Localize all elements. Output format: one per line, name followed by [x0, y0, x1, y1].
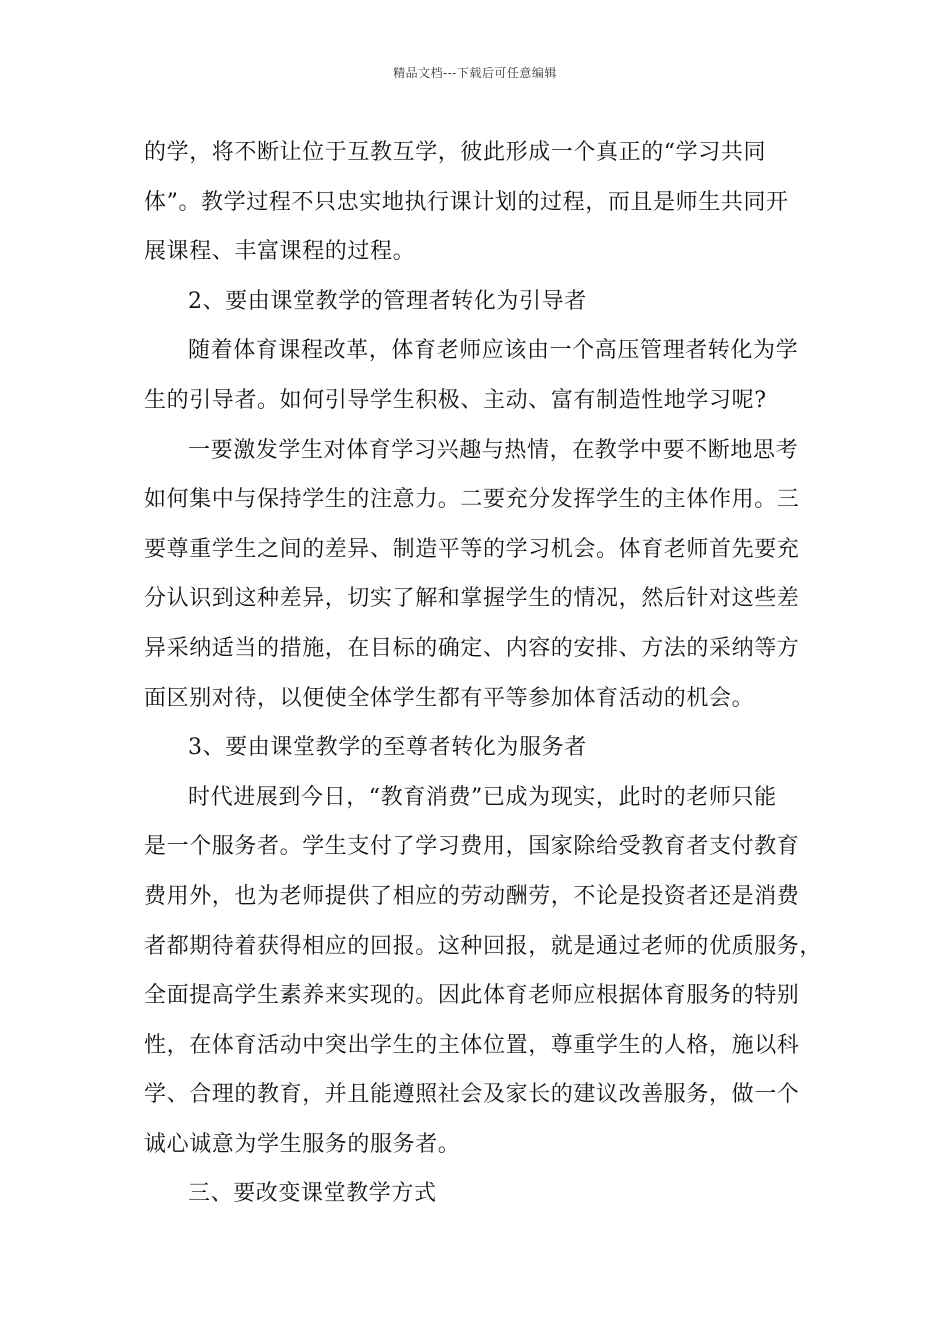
- text-line: 3、要由课堂教学的至尊者转化为服务者: [188, 735, 587, 761]
- text-line: 的学，将不断让位于互教互学，彼此形成一个真正的“学习共同: [144, 140, 767, 165]
- text-line: 分认识到这种差异，切实了解和掌握学生的情况，然后针对这些差: [144, 586, 800, 612]
- text-line: 随着体育课程改革，体育老师应该由一个高压管理者转化为学: [188, 338, 799, 364]
- text-line: 费用外，也为老师提供了相应的劳动酬劳，不论是投资者还是消费: [144, 883, 800, 909]
- text-line: 诚心诚意为学生服务的服务者。: [144, 1131, 461, 1157]
- text-line: 如何集中与保持学生的注意力。二要充分发挥学生的主体作用。三: [144, 487, 800, 513]
- text-line: 要尊重学生之间的差异、制造平等的学习机会。体育老师首先要充: [144, 536, 800, 562]
- document-body: [144, 128, 824, 1219]
- text-line: 全面提高学生素养来实现的。因此体育老师应根据体育服务的特别: [144, 983, 800, 1009]
- text-line: 时代进展到今日，“教育消费”已成为现实，此时的老师只能: [188, 784, 777, 810]
- text-line: 2、要由课堂教学的管理者转化为引导者: [188, 288, 587, 314]
- text-line: 生的引导者。如何引导学生积极、主动、富有制造性地学习呢?: [144, 387, 767, 413]
- text-line: 面区别对待，以便使全体学生都有平等参加体育活动的机会。: [144, 685, 755, 711]
- text-line: 性，在体育活动中突出学生的主体位置，尊重学生的人格，施以科: [144, 1032, 800, 1058]
- text-line: 一要激发学生对体育学习兴趣与热情，在教学中要不断地思考: [188, 437, 799, 463]
- text-line: 学、合理的教育，并且能遵照社会及家长的建议改善服务，做一个: [144, 1082, 800, 1108]
- text-line: 是一个服务者。学生支付了学习费用，国家除给受教育者支付教育: [144, 834, 800, 860]
- text-line: 异采纳适当的措施，在目标的确定、内容的安排、方法的采纳等方: [144, 635, 800, 661]
- page-header: 精品文档---下载后可任意编辑: [393, 66, 557, 80]
- text-line: 展课程、丰富课程的过程。: [144, 239, 416, 265]
- text-line: 者都期待着获得相应的回报。这种回报，就是通过老师的优质服务，: [144, 933, 823, 959]
- text-line: 三、要改变课堂教学方式: [188, 1181, 437, 1207]
- text-line: 体”。教学过程不只忠实地执行课计划的过程，而且是师生共同开: [144, 189, 789, 215]
